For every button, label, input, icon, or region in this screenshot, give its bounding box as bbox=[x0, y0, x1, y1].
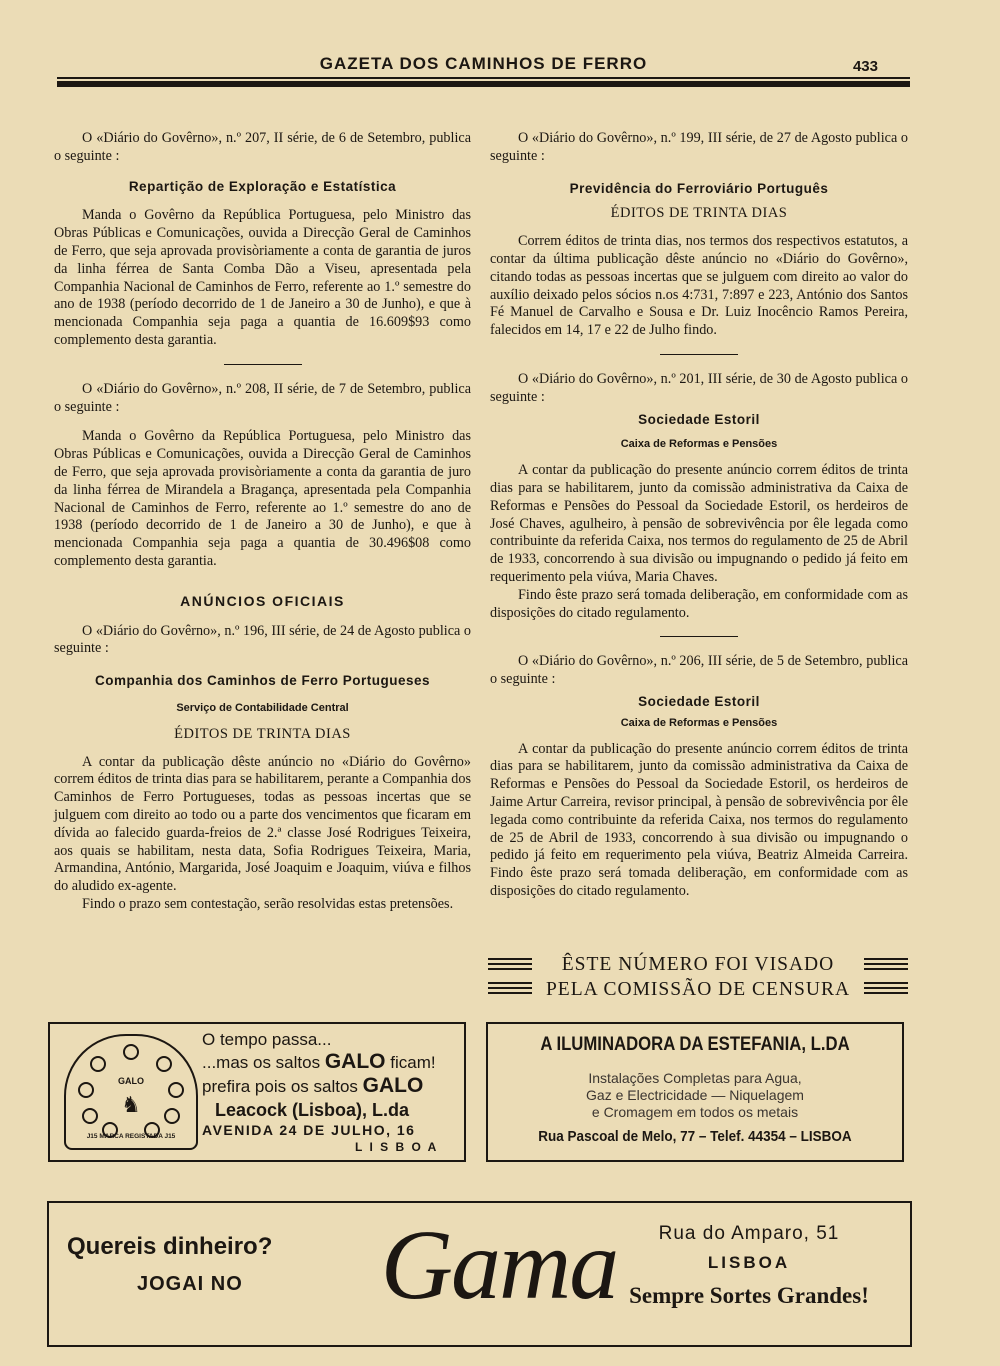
company-heading: Sociedade Estoril bbox=[638, 411, 760, 427]
censorship-line-1: ÊSTE NÚMERO FOI VISADO bbox=[561, 954, 835, 975]
notice-title: ÉDITOS DE TRINTA DIAS bbox=[610, 205, 788, 222]
iluminadora-address: Rua Pascoal de Melo, 77 – Telef. 44354 – LISBOA bbox=[538, 1128, 852, 1145]
gama-play: JOGAI NO bbox=[137, 1273, 243, 1295]
advert-iluminadora bbox=[486, 1022, 904, 1162]
article-body: Findo o prazo sem contestação, serão resolvidas estas pretensões. bbox=[82, 895, 454, 912]
section-heading: Repartição de Exploração e Estatística bbox=[128, 178, 397, 194]
gama-city: LISBOA bbox=[707, 1253, 791, 1272]
article-intro: O «Diário do Govêrno», n.º 199, III série, de 27 de Agosto publica o seguinte : bbox=[490, 130, 908, 164]
article-body: A contar da publicação do presente anúncio correm éditos de trinta dias para se habilitarem, junto da comissão administrativa da Caixa de Reformas e Pensões do Pessoal da Sociedade Estoril, os herdeiros de José Chaves, agulheiro, à pensão de sobrevivência por êle legada como contribuinte da referida Caixa, nos termos do regulamento de 25 de Abril de 1933, concorrendo à sua divisão ou impugnando o pedido já feito em requerimento pela viúva, Maria Chaves. bbox=[490, 462, 908, 585]
services-line: e Cromagem em todos os metais bbox=[591, 1104, 799, 1120]
article-intro: O «Diário do Govêrno», n.º 207, II série, de 6 de Setembro, publica o seguinte : bbox=[54, 130, 471, 164]
gama-slogan: Sempre Sortes Grandes! bbox=[629, 1283, 869, 1308]
gama-address: Rua do Amparo, 51 bbox=[658, 1223, 840, 1244]
iluminadora-services bbox=[488, 1070, 902, 1121]
services-line: Instalações Completas para Agua, bbox=[588, 1070, 802, 1086]
divider bbox=[660, 354, 738, 355]
rooster-icon: ♞ bbox=[121, 1092, 141, 1117]
galo-line-3 bbox=[202, 1074, 423, 1098]
galo-line-2 bbox=[202, 1050, 436, 1074]
galo-line-2a: ...mas os saltos bbox=[202, 1053, 321, 1072]
section-heading: ANÚNCIOS OFICIAIS bbox=[180, 592, 345, 609]
galo-line-3a: prefira pois os saltos bbox=[202, 1077, 358, 1096]
galo-address: AVENIDA 24 DE JULHO, 16 bbox=[202, 1122, 416, 1138]
divider bbox=[224, 364, 302, 365]
gama-question: Quereis dinheiro? bbox=[67, 1233, 273, 1260]
left-column bbox=[54, 130, 471, 914]
subheading: Caixa de Reformas e Pensões bbox=[620, 438, 778, 451]
masthead: GAZETA DOS CAMINHOS DE FERRO bbox=[319, 54, 648, 73]
right-column bbox=[490, 130, 908, 901]
article-intro: O «Diário do Govêrno», n.º 196, III série, de 24 de Agosto publica o seguinte : bbox=[54, 622, 471, 657]
censorship-line-2: PELA COMISSÃO DE CENSURA bbox=[545, 979, 851, 1000]
advert-galo bbox=[48, 1022, 466, 1162]
header-rule-thin bbox=[57, 77, 910, 79]
heel-logo bbox=[64, 1034, 198, 1150]
heel-logo-caption: J15 MARCA REGISTADA J15 bbox=[86, 1133, 176, 1140]
company-heading: Companhia dos Caminhos de Ferro Portugueses bbox=[94, 673, 431, 689]
gama-logo: Gama bbox=[380, 1209, 618, 1320]
page-number: 433 bbox=[852, 58, 878, 75]
censorship-notice bbox=[488, 954, 908, 1006]
company-heading: Sociedade Estoril bbox=[638, 693, 760, 709]
galo-company: Leacock (Lisboa), L.da bbox=[215, 1100, 410, 1120]
divider bbox=[660, 636, 738, 637]
heel-logo-title: GALO bbox=[118, 1076, 144, 1086]
article-body: Manda o Govêrno da República Portuguesa, pelo Ministro das Obras Públicas e Comunicações, ouvida a Direcção Geral de Caminhos de Ferro, que seja aprovada provisòriamente a conta da garantia de juro da linha férrea de Mirandela a Bragança, apresentada pela Companhia Nacional de Caminhos de Ferro, referente ao 1.º semestre do ano de 1938 (período decorrido de 1 de Janeiro a 30 de Junho), e que à mencionada Companhia seja paga a quantia de 30.496$08 como complemento desta garantia. bbox=[54, 428, 471, 569]
galo-line-2c: ficam! bbox=[390, 1053, 436, 1072]
page-header bbox=[57, 50, 910, 90]
article-body: Correm éditos de trinta dias, nos termos dos respectivos estatutos, a contar da última publicação dêste anúncio no «Diário do Govêrno», citando todas as pessoas incertas que se julguem com direito ao valor do auxílio deixado pelos sócios n.os 4:731, 7:897 e 223, António dos Santos Fé Manuel de Carvalho e Sousa e Dr. Luiz Inocêncio Ramos Pereira, falecidos em 14, 17 e 22 de Julho findo. bbox=[490, 233, 908, 339]
galo-brand: GALO bbox=[362, 1074, 424, 1097]
subheading: Serviço de Contabilidade Central bbox=[176, 701, 349, 714]
subheading: Caixa de Reformas e Pensões bbox=[620, 716, 778, 729]
advert-gama bbox=[47, 1201, 912, 1347]
galo-city: L I S B O A bbox=[355, 1140, 439, 1154]
header-rule-thick bbox=[57, 81, 910, 87]
section-heading: Previdência do Ferroviário Português bbox=[569, 180, 829, 196]
article-intro: O «Diário do Govêrno», n.º 206, III série, de 5 de Setembro, publica o seguinte : bbox=[490, 653, 908, 688]
services-line: Gaz e Electricidade — Niquelagem bbox=[586, 1087, 804, 1103]
article-body: Findo êste prazo será tomada deliberação, em conformidade com as disposições do citado regulamento. bbox=[490, 586, 908, 621]
article-intro: O «Diário do Govêrno», n.º 201, III série, de 30 de Agosto publica o seguinte : bbox=[490, 370, 908, 405]
article-body: Manda o Govêrno da República Portuguesa, pelo Ministro das Obras Públicas e Comunicações, ouvida a Direcção Geral de Caminhos de Ferro, que seja aprovada provisòriamente a conta de garantia de juros da linha férrea de Santa Comba Dão a Viseu, apresentada pela Companhia Nacional de Caminhos de Ferro, referente ao 1.º semestre do ano de 1938 (período decorrido de 1 de Janeiro a 30 de Junho), e que à mencionada Companhia seja paga a quantia de 16.609$93 como complemento desta garantia. bbox=[54, 207, 471, 348]
galo-line-1: O tempo passa... bbox=[202, 1030, 332, 1049]
article-body: A contar da publicação do presente anúncio correm éditos de trinta dias para se habilitarem, junto da comissão administrativa da Caixa de Reformas e Pensões do Pessoal da Sociedade Estoril, os herdeiros de Jaime Artur Carreira, revisor principal, à pensão de sobrevivência por êle legada como contribuinte da referida Caixa, nos termos do regulamento de 25 de Abril de 1933, concorrendo à sua divisão ou impugnando o pedido já feito em requerimento pela viúva, Beatriz Almeida Carreira. Findo êste prazo será tomada deliberação, em conformidade com as disposições do citado regulamento. bbox=[490, 740, 908, 899]
article-intro: O «Diário do Govêrno», n.º 208, II série, de 7 de Setembro, publica o seguinte : bbox=[54, 380, 471, 415]
iluminadora-title: A ILUMINADORA DA ESTEFANIA, L.DA bbox=[540, 1034, 850, 1055]
galo-brand: GALO bbox=[324, 1050, 386, 1073]
notice-title: ÉDITOS DE TRINTA DIAS bbox=[174, 725, 351, 742]
article-body: A contar da publicação dêste anúncio no «Diário do Govêrno» correm éditos de trinta dias para se habilitarem, perante a Companhia dos Caminhos de Ferro Portugueses, todas as pessoas incertas que se julguem com direito ao todo ou a parte dos vencimentos que ficaram em dívida ao falecido guarda-freios de 2.ª classe José Rodrigues Teixeira, aos quais se habilitam, nesta data, Sofia Rodrigues Teixeira, Maria, Armandina, António, Margarida, José Joaquim e Joaquim, viúva e filhos do aludido ex-agente. bbox=[54, 753, 471, 895]
